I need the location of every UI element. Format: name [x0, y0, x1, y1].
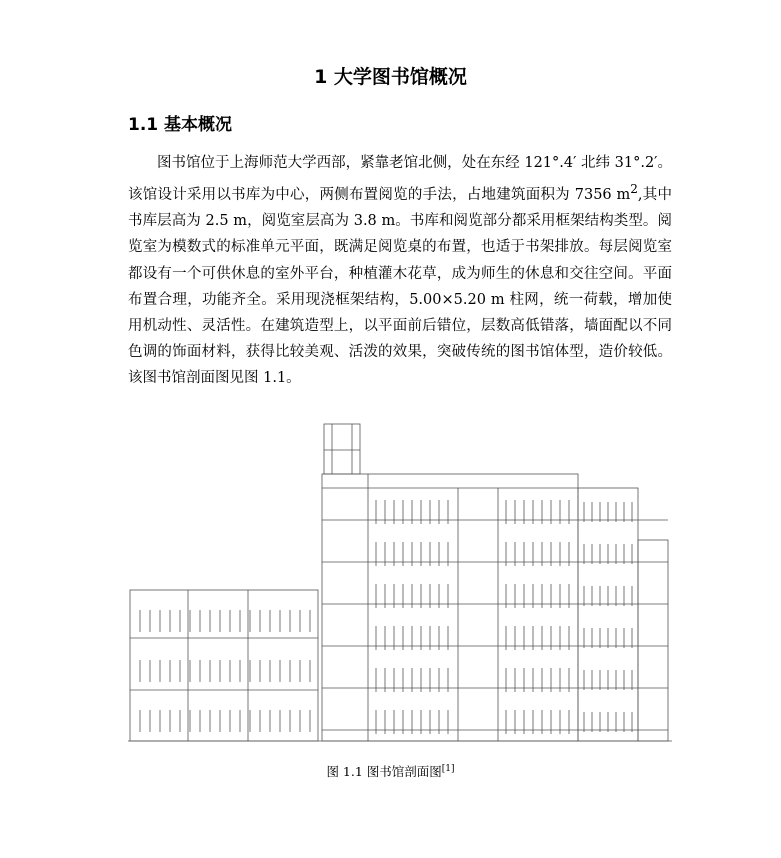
- caption-text: 图 1.1 图书馆剖面图: [326, 764, 442, 779]
- body-paragraph: [128, 150, 672, 392]
- chapter-title: 1 大学图书馆概况: [314, 66, 467, 88]
- superscript: 2: [630, 182, 638, 197]
- figure-caption: [0, 762, 781, 780]
- paragraph-part-2: ,其中书库层高为 2.5 m，阅览室层高为 3.8 m。书库和阅览部分都采用框架结构类型。阅览室为模数式的标准单元平面，既满足阅览桌的布置，也适于书架排放。每层阅览室都设有一个可供休息的室外平台，种植灌木花草，成为师生的休息和交往空间。平面布置合理，功能齐全。采用现浇框架结构，5.00×5.20 m 柱网，统一荷载，增加使用机动性、灵活性。在建筑造型上，以平面前后错位，层数高低错落，墙面配以不同色调的饰面材料，获得比较美观、活泼的效果，突破传统的图书馆体型，造价较低。该图书馆剖面图见图 1.1。: [128, 187, 672, 387]
- library-section-drawing: [128, 420, 672, 742]
- section-title: 1.1 基本概况: [128, 115, 233, 135]
- caption-citation: [1]: [441, 763, 455, 774]
- paragraph-part-1: 图书馆位于上海师范大学西部，紧靠老馆北侧，处在东经 121°.4′ 北纬 31°.2′。该馆设计采用以书库为中心，两侧布置阅览的手法，占地建筑面积为 7356 m: [128, 155, 672, 204]
